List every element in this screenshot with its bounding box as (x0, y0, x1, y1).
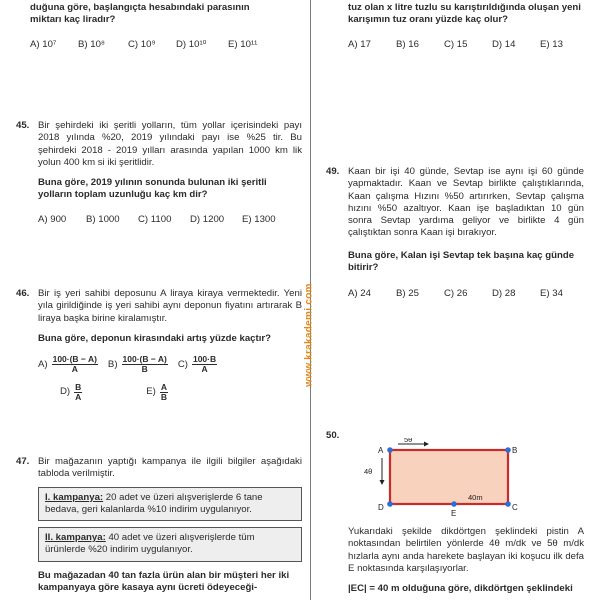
option-d[interactable]: D) 14 (492, 38, 516, 50)
campaign-1-label: I. kampanya: (45, 491, 104, 503)
option-a[interactable]: A) $\frac{100\cdot(B - A)}{A}$ (38, 354, 97, 375)
track-rectangle (390, 450, 508, 504)
option-e[interactable]: E) 10¹¹ (228, 38, 258, 50)
option-b[interactable]: B) 16 (396, 38, 419, 50)
option-b[interactable]: B) 25 (396, 288, 419, 300)
option-c[interactable]: C) 26 (444, 288, 468, 300)
option-c[interactable]: C) 10⁹ (128, 38, 156, 50)
label-d: D (378, 503, 384, 512)
answer-options (348, 39, 584, 51)
option-b[interactable]: B) 1000 (86, 213, 120, 225)
question-46 (16, 288, 302, 403)
question-stem: Kaan bir işi 40 günde, Sevtap ise aynı işi 60 günde yapmaktadır. Kaan ve Sevtap birlikte çalıştıklarında, Kaan çalışma Hızını %50 artırırken, Sevtap çalışma hızını %50 azaltıyor. Kaan işe başladıktan 10 gün sonra Sevtap yardıma geliyor ve birlikte 4 gün çalıştıktan sonra Kaan işi bırakıyor. (348, 166, 584, 239)
watermark (303, 250, 317, 420)
answer-options (348, 288, 584, 300)
point-e-dot (451, 501, 457, 507)
campaign-2-label: II. kampanya: (45, 532, 106, 544)
question-47 (16, 456, 302, 594)
option-d[interactable]: D) $\frac{B}{A}$ (60, 381, 82, 403)
distance-label: 40m (468, 493, 483, 502)
option-d[interactable]: D) 28 (492, 288, 516, 300)
question-number: 49. (326, 166, 340, 177)
campaign-1-text: 20 adet ve üzeri alışverişlerde 6 tane bedava, geri kalanlarda %10 indirim uygulanıyor. (45, 491, 263, 515)
option-c[interactable]: C) 1100 (138, 213, 172, 225)
speed-top-label: 5θ (404, 438, 413, 444)
question-ask: Buna göre, Kalan işi Sevtap tek başına kaç günde bitirir? (348, 249, 575, 273)
question-ask: Bu mağazadan 40 tan fazla ürün alan bir müşteri her iki kampanyaya göre kasaya aynı ücreti ödeyeceği- (38, 569, 290, 593)
point-b-dot (505, 447, 511, 453)
question-number: 45. (16, 120, 30, 131)
option-d[interactable]: D) 10¹⁰ (176, 38, 207, 50)
campaign-2-box (38, 527, 302, 562)
question-stem: Bir şehirdeki iki şeritli yolların, tüm yollar içerisindeki payı 2018 yılında %20, 2019 yılındaki payı ise %25 tir. Bu şehirdeki 2018 - 2019 yılları arasında yapılan 1000 km lik yolun 400 km si iki şeritlidir. (38, 120, 302, 168)
option-a[interactable]: A) 900 (38, 213, 67, 225)
question-number: 46. (16, 288, 30, 299)
watermark-text: www.krakademi.com (303, 283, 315, 387)
question-ask: |EC| = 40 m olduğuna göre, dikdörtgen şeklindeki (348, 583, 573, 595)
point-c-dot (505, 501, 511, 507)
question-ask: Buna göre, deponun kirasındaki artış yüzde kaçtır? (38, 332, 271, 344)
fraction: $\frac{100\cdot B}{A}$ (192, 354, 217, 375)
question-continued-left (30, 2, 302, 51)
answer-options (30, 39, 302, 51)
question-49 (326, 166, 584, 300)
question-stem-tail: duğuna göre, başlangıçta hesabındaki parasının miktarı kaç liradır? (30, 2, 250, 26)
left-column (16, 0, 302, 600)
question-stem: Bir iş yeri sahibi deposunu A liraya kiraya vermektedir. Yeni yıla girildiğinde iş yeri sahibi aynı deponun fiyatını artırarak B liraya başka birine kiralamıştır. (38, 288, 302, 324)
question-stem: Yukarıdaki şekilde dikdörtgen şeklindeki pistin A noktasından belirtilen yönlerde 4θ m/dk ve 5θ m/dk hızlarla aynı anda harekete başlayan iki koşucu ilk defa E noktasında karşılaşıyorlar. (348, 526, 584, 574)
arrowhead-right-icon (424, 442, 429, 447)
campaign-1-box (38, 487, 302, 522)
fraction: $\frac{100\cdot(B - A)}{B}$ (122, 354, 167, 375)
option-c[interactable]: C) 15 (444, 38, 468, 50)
fraction: $\frac{100\cdot(B - A)}{A}$ (52, 354, 97, 375)
fraction: $\frac{B}{A}$ (75, 381, 82, 403)
question-ask: Buna göre, 2019 yılının sonunda bulunan iki şeritli yolların toplam uzunluğu kaç km dir? (38, 177, 267, 201)
option-e[interactable]: E) 34 (540, 288, 563, 300)
point-d-dot (387, 501, 393, 507)
option-e[interactable]: E) $\frac{A}{B}$ (146, 381, 167, 403)
fraction: $\frac{A}{B}$ (160, 381, 167, 403)
option-e[interactable]: E) 13 (540, 38, 563, 50)
answer-options-row1 (38, 355, 302, 375)
speed-left-label: 4θ (364, 467, 373, 476)
arrowhead-down-icon (380, 480, 385, 485)
option-a[interactable]: A) 24 (348, 288, 371, 300)
question-continued-right (348, 2, 584, 51)
label-a: A (378, 446, 384, 455)
label-b: B (512, 446, 518, 455)
label-e: E (451, 509, 457, 518)
option-e[interactable]: E) 1300 (242, 213, 276, 225)
question-number: 50. (326, 430, 340, 441)
right-column (322, 0, 584, 600)
rectangle-track-diagram (364, 438, 524, 520)
option-b[interactable]: B) 10⁸ (78, 38, 105, 50)
option-b[interactable]: B) $\frac{100\cdot(B - A)}{B}$ (107, 354, 167, 375)
question-50-text (348, 526, 584, 595)
answer-options-row2 (38, 383, 302, 403)
question-stem: Bir mağazanın yaptığı kampanya ile ilgili bilgiler aşağıdaki tabloda verilmiştir. (38, 456, 302, 480)
campaign-2-text: 40 adet ve üzeri alışverişlerde tüm ürünlerde %20 indirim uygulanıyor. (45, 532, 255, 556)
answer-options (38, 214, 302, 226)
label-c: C (512, 503, 518, 512)
question-number: 47. (16, 456, 30, 467)
option-a[interactable]: A) 10⁷ (30, 38, 57, 50)
option-a[interactable]: A) 17 (348, 38, 371, 50)
question-45 (16, 120, 302, 226)
option-c[interactable]: C) $\frac{100\cdot B}{A}$ (177, 354, 217, 375)
question-stem-tail: tuz olan x litre tuzlu su karıştırıldığında oluşan yeni karışımın tuz oranı yüzde kaç olur? (348, 2, 581, 26)
point-a-dot (387, 447, 393, 453)
option-d[interactable]: D) 1200 (190, 213, 225, 225)
